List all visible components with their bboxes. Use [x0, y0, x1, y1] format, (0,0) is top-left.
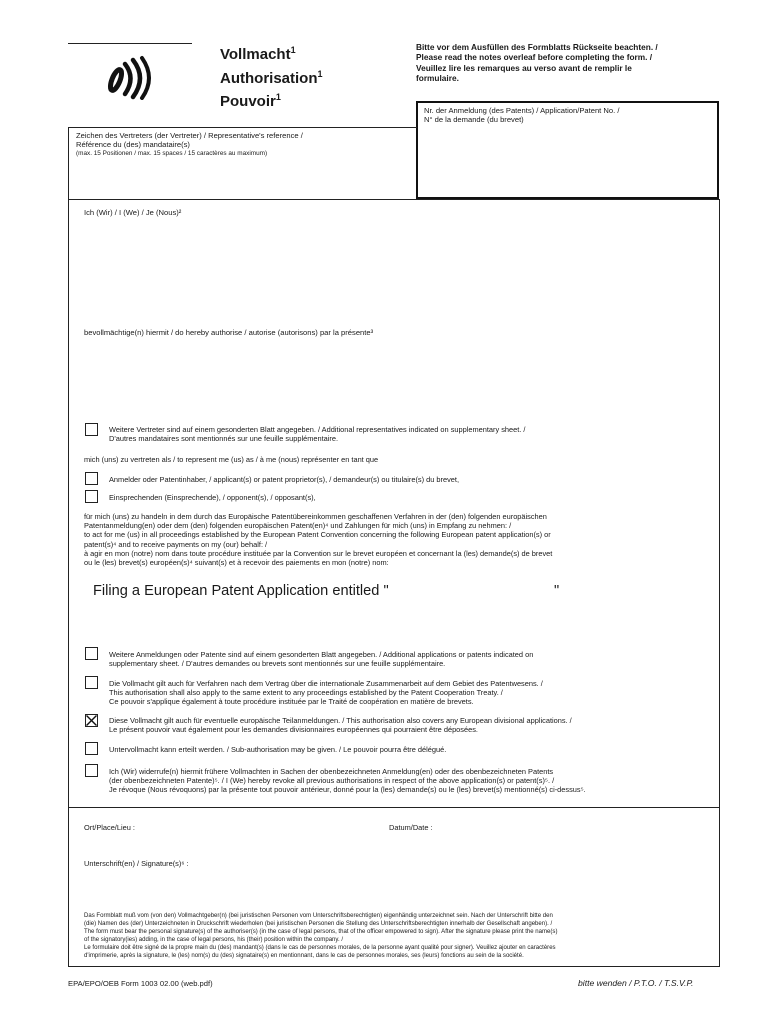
- option-line: (der obenbezeichneten Patente)⁵. / I (We) hereby revoke all previous authorisations in respect of the above application(s) or patent(s)⁵. /: [109, 776, 555, 786]
- scope-line: to act for me (us) in all proceedings established by the European Patent Convention concerning the following European patent application(s) or: [84, 530, 551, 540]
- note-line: formulaire.: [416, 73, 459, 84]
- footnote-line: Das Formblatt muß vom (von den) Vollmachtgeber(n) (bei juristischen Personen vom Unterschriftsberechtigten) eigenhändig unterzeichnet sein. Nach der Unterschrift bitte den: [84, 913, 553, 919]
- additional-representatives-checkbox[interactable]: [85, 423, 98, 436]
- option-line: Weitere Anmeldungen oder Patente sind auf einem gesonderten Blatt angegeben. / Additional applications or patents indicated on: [109, 650, 534, 659]
- footnote-line: The form must bear the personal signature(s) of the authoriser(s) (in the case of legal persons, that of the officer empowered to sign). After the signature please print the name(s): [84, 929, 558, 936]
- note-line: Bitte vor dem Ausfüllen des Formblatts Rückseite beachten. /: [416, 42, 658, 52]
- filing-entry-closing-quote: ": [554, 583, 560, 599]
- please-turn-over: bitte wenden / P.T.O. / T.S.V.P.: [578, 978, 694, 988]
- opponent-label: Einsprechenden (Einsprechende), / opponent(s), / opposant(s),: [109, 493, 316, 502]
- title-de: Vollmacht: [220, 46, 291, 63]
- additional-reps-line: Weitere Vertreter sind auf einem gesonderten Blatt angegeben. / Additional representatives indicated on supplementary sheet. /: [109, 425, 526, 434]
- title-fr: Pouvoir: [220, 93, 276, 110]
- option-line: Je révoque (Nous révoquons) par la présente tout pouvoir antérieur, donné pour la (les) demande(s) ou le (les) brevet(s) mentionné(s) ci-dessus⁵.: [109, 785, 586, 795]
- pct-text: [109, 679, 543, 707]
- authorise-label: bevollmächtige(n) hiermit / do hereby authorise / autorise (autorisons) par la présente³: [84, 328, 374, 337]
- footnote-line: (die) Namen des (der) Unterzeichneten in Druckschrift wiederholen (bei juristischen Personen die Stellung des Unterschriftsberechtigten innerhalb der Gesellschaft angeben). /: [84, 921, 553, 928]
- check-mark-icon: [86, 715, 97, 726]
- application-number-label: Nr. der Anmeldung (des Patents) / Application/Patent No. /: [424, 106, 620, 115]
- divisional-checkbox[interactable]: [85, 714, 98, 727]
- scope-line: ou le (les) brevet(s) européen(s)⁴ suivant(s) et à recevoir des paiements en mon (notre) nom:: [84, 558, 389, 568]
- scope-line: Patentanmeldung(en) oder dem (den) folgenden europäischen Patent(en)⁴ und Zahlungen für mich (uns) in Empfang zu nehmen: /: [84, 521, 512, 531]
- signature-field[interactable]: [84, 859, 709, 907]
- scope-line: für mich (uns) zu handeln in dem durch das Europäische Patentübereinkommen geschaffenen Verfahren in der (den) folgenden europäischen: [84, 512, 547, 521]
- date-label: Datum/Date :: [389, 823, 433, 832]
- note-line: Please read the notes overleaf before completing the form. /: [416, 52, 653, 63]
- frame-right-rule: [719, 199, 720, 807]
- header-top-rule: [68, 43, 192, 44]
- epo-logo: [92, 52, 164, 100]
- represent-as-label: mich (uns) zu vertreten als / to represent me (us) as / à me (nous) représenter en tant que: [84, 455, 379, 464]
- application-number-field[interactable]: [416, 101, 719, 199]
- divisional-text: [109, 716, 572, 734]
- applicant-checkbox[interactable]: [85, 472, 98, 485]
- signature-top-rule: [68, 807, 720, 808]
- title-sup: 1: [317, 68, 323, 79]
- place-field[interactable]: [84, 823, 374, 837]
- option-line: This authorisation shall also apply to the same extent to any proceedings established by the Patent Cooperation Treaty. /: [109, 688, 503, 698]
- sub-authorisation-checkbox[interactable]: [85, 742, 98, 755]
- signature-left-rule: [68, 807, 69, 967]
- scope-line: à agir en mon (notre) nom dans toute procédure instituée par la Convention sur le brevet européen et concernant la (les) demande(s) de brevet: [84, 548, 553, 558]
- title-sup: 1: [275, 92, 281, 102]
- reference-hint: (max. 15 Positionen / max. 15 spaces / 15 caractères au maximum): [76, 149, 268, 157]
- additional-representatives-text: [109, 425, 525, 443]
- option-line: Diese Vollmacht gilt auch für eventuelle europäische Teilanmeldungen. / This authorisation also covers any European divisional applications. /: [109, 716, 572, 725]
- filing-entry-text: Filing a European Patent Application entitled ": [93, 583, 389, 599]
- form-identifier: EPA/EPO/OEB Form 1003 02.00 (web.pdf): [68, 979, 213, 988]
- applicant-label: Anmelder oder Patentinhaber, / applicant(s) or patent proprietor(s), / demandeur(s) ou titulaire(s) du brevet,: [109, 475, 459, 484]
- signature-right-rule: [719, 807, 720, 967]
- principal-label: Ich (Wir) / I (We) / Je (Nous)²: [84, 208, 182, 217]
- title-en: Authorisation: [220, 69, 318, 87]
- signature-bottom-rule: [68, 966, 720, 967]
- opponent-checkbox[interactable]: [85, 490, 98, 503]
- reference-bottom-rule: [68, 199, 720, 200]
- additional-reps-line: D'autres mandataires sont mentionnés sur une feuille supplémentaire.: [109, 434, 339, 444]
- footnote-line: d'imprimerie, après la signature, le (les) nom(s) du (des) signataire(s) en mentionnant, dans le cas de personnes morales, ses (leurs) fonctions au sein de la société.: [84, 953, 524, 960]
- revoke-text: [109, 767, 586, 795]
- frame-left-rule: [68, 127, 69, 807]
- title-sup: 1: [290, 45, 296, 55]
- note-line: Veuillez lire les remarques au verso avant de remplir le: [416, 62, 632, 73]
- option-line: Ce pouvoir s'applique également à toute procédure instituée par le Traité de coopération en matière de brevets.: [109, 697, 474, 707]
- footnote-line: Le formulaire doit être signé de la propre main du (des) mandant(s) (dans le cas de personnes morales, de la personne ayant qualité pour signer). Veuillez ajouter en caractères: [84, 945, 556, 952]
- reference-label: Référence du (des) mandataire(s): [76, 140, 190, 150]
- additional-applications-text: [109, 650, 533, 668]
- signature-label: Unterschrift(en) / Signature(s)⁶ :: [84, 859, 189, 868]
- scope-line: patent(s)⁴ and to receive payments on my (our) behalf: /: [84, 539, 268, 549]
- pct-checkbox[interactable]: [85, 676, 98, 689]
- additional-applications-checkbox[interactable]: [85, 647, 98, 660]
- reference-label: Zeichen des Vertreters (der Vertreter) / Representative's reference /: [76, 131, 303, 140]
- scope-text: [84, 512, 552, 567]
- option-line: Untervollmacht kann erteilt werden. / Sub-authorisation may be given. / Le pouvoir pourra être délégué.: [109, 745, 447, 754]
- option-line: Die Vollmacht gilt auch für Verfahren nach dem Vertrag über die internationale Zusammenarbeit auf dem Gebiet des Patentwesens. /: [109, 679, 543, 688]
- application-entry-field[interactable]: [84, 580, 714, 640]
- revoke-checkbox[interactable]: [85, 764, 98, 777]
- option-line: Ich (Wir) widerrufe(n) hiermit frühere Vollmachten in Sachen der obenbezeichneten Anmeldung(en) oder des obenbezeichneten Patents: [109, 767, 554, 776]
- representative-reference-field[interactable]: [70, 131, 410, 195]
- signature-footnote: [84, 912, 557, 961]
- date-field[interactable]: [389, 823, 709, 837]
- footnote-line: of the signatory(ies) adding, in the case of legal persons, his (their) position within the company. /: [84, 937, 344, 944]
- place-label: Ort/Place/Lieu :: [84, 823, 135, 832]
- sub-authorisation-text: [109, 745, 446, 754]
- principal-field[interactable]: [70, 208, 710, 318]
- frame-top-rule: [68, 127, 417, 128]
- representative-field[interactable]: [70, 328, 710, 420]
- instructions-note: [416, 42, 658, 84]
- option-line: supplementary sheet. / D'autres demandes ou brevets sont mentionnés sur une feuille supplémentaire.: [109, 659, 446, 669]
- option-line: Le présent pouvoir vaut également pour les demandes divisionnaires européennes qui pourraient être déposées.: [109, 725, 478, 735]
- form-title: [220, 41, 323, 112]
- application-number-label: N° de la demande (du brevet): [424, 115, 524, 125]
